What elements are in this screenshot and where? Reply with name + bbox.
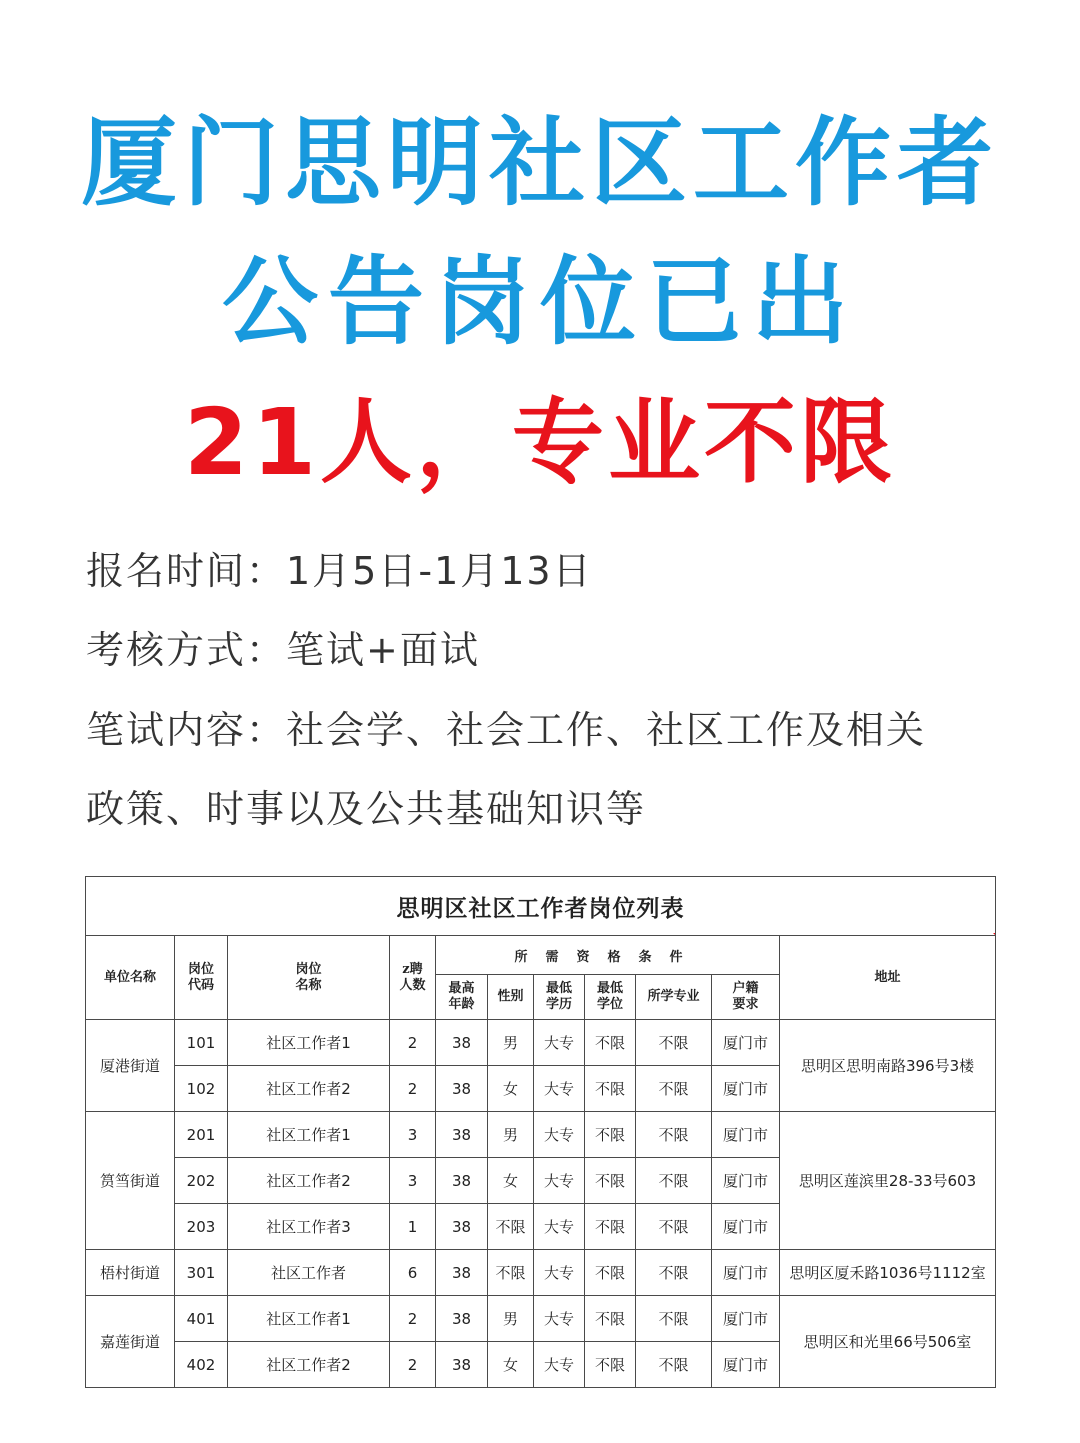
hukou-cell: 厦门市 [712, 1020, 780, 1066]
header-qualifications: 所需资格条件 [436, 936, 780, 975]
education-cell: 大专 [534, 1250, 585, 1296]
post-code-cell: 102 [175, 1066, 228, 1112]
post-code-cell: 202 [175, 1158, 228, 1204]
unit-name-cell: 梧村街道 [86, 1250, 175, 1296]
headcount-cell: 1 [390, 1204, 436, 1250]
major-cell: 不限 [636, 1204, 712, 1250]
header-gender: 性别 [488, 975, 534, 1020]
max-age-cell: 38 [436, 1112, 488, 1158]
table-row [86, 1020, 996, 1066]
table-row [86, 1250, 996, 1296]
headcount-cell: 2 [390, 1020, 436, 1066]
post-code-cell: 301 [175, 1250, 228, 1296]
major-cell: 不限 [636, 1250, 712, 1296]
header-post-name: 岗位 名称 [228, 936, 390, 1020]
major-cell: 不限 [636, 1066, 712, 1112]
poster-title-line-1: 厦门思明社区工作者 [81, 107, 999, 219]
post-code-cell: 101 [175, 1020, 228, 1066]
max-age-cell: 38 [436, 1204, 488, 1250]
post-code-cell: 402 [175, 1342, 228, 1388]
exam-content-text-line-1: 笔试内容：社会学、社会工作、社区工作及相关 [86, 708, 927, 752]
header-post-code: 岗位 代码 [175, 936, 228, 1020]
unit-name-cell: 筼筜街道 [86, 1112, 175, 1250]
headcount-cell: 3 [390, 1158, 436, 1204]
degree-cell: 不限 [585, 1112, 636, 1158]
post-code-cell: 201 [175, 1112, 228, 1158]
hukou-cell: 厦门市 [712, 1296, 780, 1342]
headcount-cell: 3 [390, 1112, 436, 1158]
job-positions-table [85, 876, 996, 1388]
post-name-cell: 社区工作者1 [228, 1020, 390, 1066]
major-cell: 不限 [636, 1342, 712, 1388]
hukou-cell: 厦门市 [712, 1342, 780, 1388]
degree-cell: 不限 [585, 1066, 636, 1112]
gender-cell: 男 [488, 1112, 534, 1158]
header-hukou: 户籍 要求 [712, 975, 780, 1020]
major-cell: 不限 [636, 1020, 712, 1066]
corner-mark [993, 933, 996, 936]
headcount-cell: 2 [390, 1296, 436, 1342]
post-code-cell: 401 [175, 1296, 228, 1342]
education-cell: 大专 [534, 1112, 585, 1158]
unit-name-cell: 厦港街道 [86, 1020, 175, 1112]
degree-cell: 不限 [585, 1020, 636, 1066]
degree-cell: 不限 [585, 1342, 636, 1388]
hukou-cell: 厦门市 [712, 1204, 780, 1250]
header-major: 所学专业 [636, 975, 712, 1020]
header-headcount: z聘 人数 [390, 936, 436, 1020]
post-name-cell: 社区工作者3 [228, 1204, 390, 1250]
address-cell: 思明区厦禾路1036号1112室 [780, 1250, 996, 1296]
headcount-cell: 2 [390, 1342, 436, 1388]
education-cell: 大专 [534, 1158, 585, 1204]
table-caption-text: 思明区社区工作者岗位列表 [396, 894, 685, 922]
education-cell: 大专 [534, 1204, 585, 1250]
hukou-cell: 厦门市 [712, 1066, 780, 1112]
gender-cell: 女 [488, 1158, 534, 1204]
education-cell: 大专 [534, 1020, 585, 1066]
headcount-cell: 2 [390, 1066, 436, 1112]
assessment-method-text: 考核方式：笔试+面试 [86, 628, 480, 672]
post-name-cell: 社区工作者2 [228, 1158, 390, 1204]
registration-time-text: 报名时间：1月5日-1月13日 [86, 549, 593, 593]
table-row [86, 1112, 996, 1158]
max-age-cell: 38 [436, 1342, 488, 1388]
header-min-education: 最低 学历 [534, 975, 585, 1020]
post-name-cell: 社区工作者2 [228, 1342, 390, 1388]
degree-cell: 不限 [585, 1296, 636, 1342]
degree-cell: 不限 [585, 1204, 636, 1250]
table-row [86, 1296, 996, 1342]
major-cell: 不限 [636, 1112, 712, 1158]
hukou-cell: 厦门市 [712, 1250, 780, 1296]
poster-title-line-2: 公告岗位已出 [222, 246, 858, 358]
degree-cell: 不限 [585, 1158, 636, 1204]
exam-content-text-line-2: 政策、时事以及公共基础知识等 [86, 787, 647, 831]
max-age-cell: 38 [436, 1250, 488, 1296]
max-age-cell: 38 [436, 1066, 488, 1112]
major-cell: 不限 [636, 1158, 712, 1204]
hukou-cell: 厦门市 [712, 1112, 780, 1158]
post-code-cell: 203 [175, 1204, 228, 1250]
unit-name-cell: 嘉莲街道 [86, 1296, 175, 1388]
poster-highlight-line: 21人，专业不限 [183, 389, 897, 496]
header-address: 地址 [780, 936, 996, 1020]
degree-cell: 不限 [585, 1250, 636, 1296]
header-max-age: 最高 年龄 [436, 975, 488, 1020]
header-unit-name: 单位名称 [86, 936, 175, 1020]
headcount-cell: 6 [390, 1250, 436, 1296]
gender-cell: 男 [488, 1296, 534, 1342]
major-cell: 不限 [636, 1296, 712, 1342]
address-cell: 思明区莲滨里28-33号603 [780, 1112, 996, 1250]
address-cell: 思明区和光里66号506室 [780, 1296, 996, 1388]
gender-cell: 女 [488, 1342, 534, 1388]
post-name-cell: 社区工作者1 [228, 1296, 390, 1342]
max-age-cell: 38 [436, 1158, 488, 1204]
max-age-cell: 38 [436, 1020, 488, 1066]
education-cell: 大专 [534, 1296, 585, 1342]
max-age-cell: 38 [436, 1296, 488, 1342]
post-name-cell: 社区工作者2 [228, 1066, 390, 1112]
post-name-cell: 社区工作者1 [228, 1112, 390, 1158]
table-caption [86, 877, 996, 936]
education-cell: 大专 [534, 1066, 585, 1112]
gender-cell: 不限 [488, 1204, 534, 1250]
post-name-cell: 社区工作者 [228, 1250, 390, 1296]
education-cell: 大专 [534, 1342, 585, 1388]
gender-cell: 不限 [488, 1250, 534, 1296]
hukou-cell: 厦门市 [712, 1158, 780, 1204]
header-min-degree: 最低 学位 [585, 975, 636, 1020]
address-cell: 思明区思明南路396号3楼 [780, 1020, 996, 1112]
gender-cell: 女 [488, 1066, 534, 1112]
gender-cell: 男 [488, 1020, 534, 1066]
